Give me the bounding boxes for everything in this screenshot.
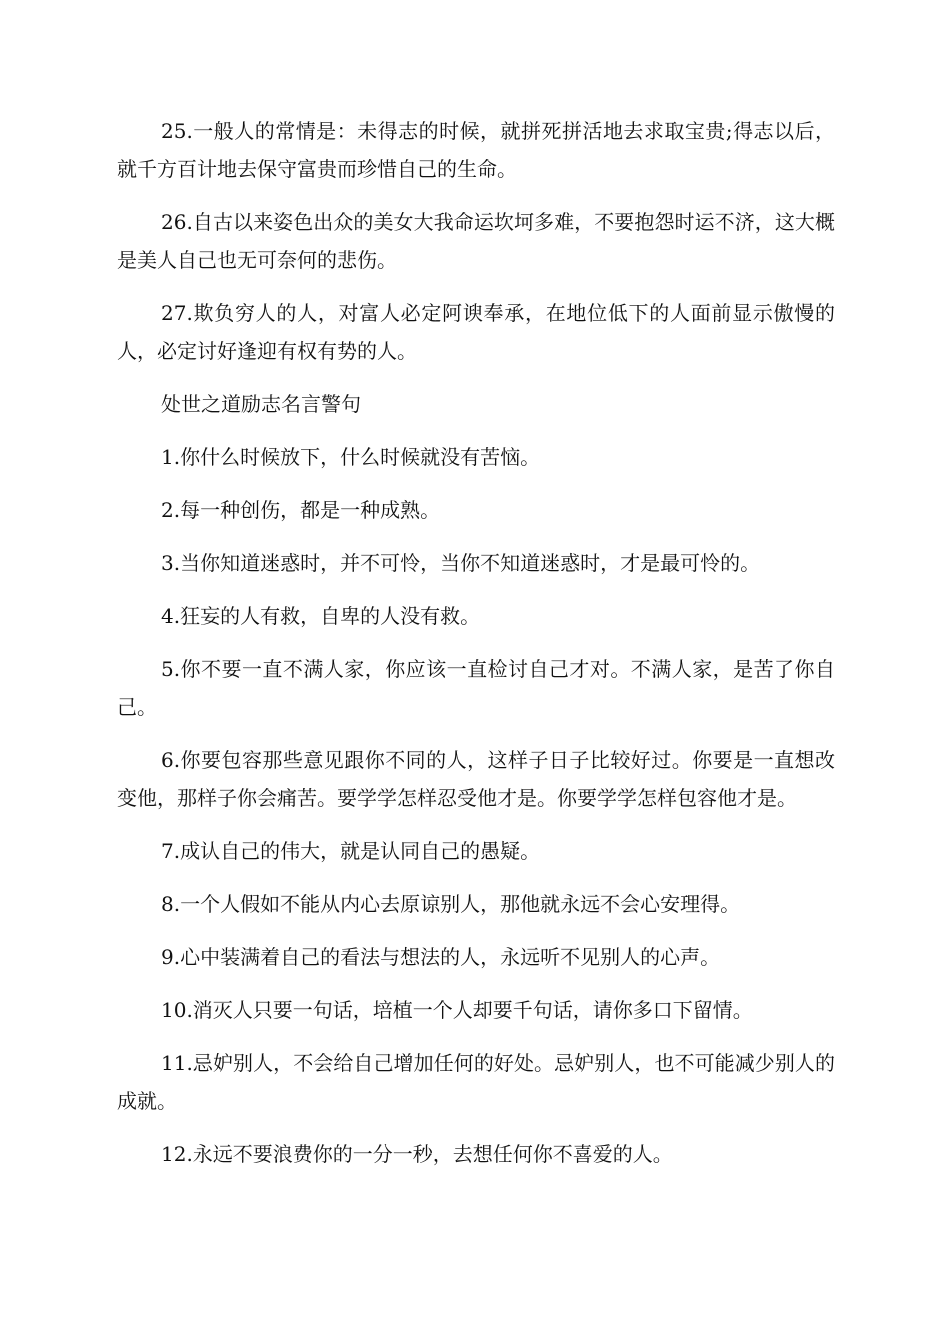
paragraph-quote-1: 1.你什么时候放下，什么时候就没有苦恼。: [161, 445, 541, 469]
paragraph-quote-8: 8.一个人假如不能从内心去原谅别人，那他就永远不会心安理得。: [161, 892, 741, 916]
paragraph-quote-5: 5.你不要一直不满人家，你应该一直检讨自己才对。不满人家，是苦了你自己。: [117, 657, 835, 719]
paragraph-quote-6: 6.你要包容那些意见跟你不同的人，这样子日子比较好过。你要是一直想改变他，那样子你会痛苦。要学学怎样忍受他才是。你要学学怎样包容他才是。: [117, 748, 835, 810]
section-heading: 处世之道励志名言警句: [161, 392, 361, 416]
paragraph-quote-2: 2.每一种创伤，都是一种成熟。: [161, 498, 441, 522]
paragraph-quote-26: 26.自古以来姿色出众的美女大我命运坎坷多难，不要抱怨时运不济，这大概是美人自己也无可奈何的悲伤。: [117, 210, 835, 272]
paragraph-quote-11: 11.忌妒别人，不会给自己增加任何的好处。忌妒别人，也不可能减少别人的成就。: [117, 1051, 835, 1113]
paragraph-quote-10: 10.消灭人只要一句话，培植一个人却要千句话，请你多口下留情。: [161, 998, 753, 1022]
paragraph-quote-27: 27.欺负穷人的人，对富人必定阿谀奉承，在地位低下的人面前显示傲慢的人，必定讨好逢迎有权有势的人。: [117, 301, 835, 363]
paragraph-quote-12: 12.永远不要浪费你的一分一秒，去想任何你不喜爱的人。: [161, 1142, 673, 1166]
paragraph-quote-4: 4.狂妄的人有救，自卑的人没有救。: [161, 604, 481, 628]
paragraph-quote-3: 3.当你知道迷惑时，并不可怜，当你不知道迷惑时，才是最可怜的。: [161, 551, 761, 575]
paragraph-quote-7: 7.成认自己的伟大，就是认同自己的愚疑。: [161, 839, 541, 863]
paragraph-quote-9: 9.心中装满着自己的看法与想法的人，永远听不见别人的心声。: [161, 945, 721, 969]
paragraph-quote-25: 25.一般人的常情是：未得志的时候，就拼死拼活地去求取宝贵;得志以后，就千方百计地去保守富贵而珍惜自己的生命。: [117, 119, 835, 181]
document-body: [117, 112, 835, 1188]
